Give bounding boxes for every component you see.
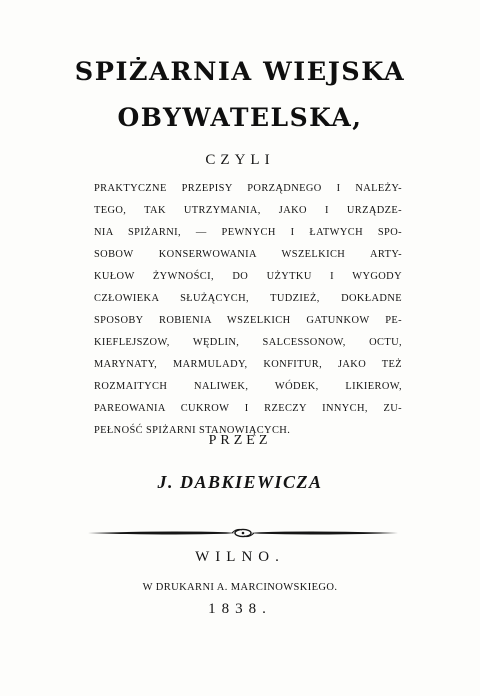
subtitle-line: PEŁNOŚĆ SPIŻARNI STANOWIĄCYCH.	[94, 425, 291, 436]
publication-city: WILNO.	[195, 549, 285, 565]
subtitle-line: SOBOW KONSERWOWANIA WSZELKICH ARTY-	[94, 249, 402, 260]
by-label: PRZEZ	[208, 433, 272, 448]
subtitle-line: ROZMAITYCH NALIWEK, WÓDEK, LIKIEROW,	[94, 381, 402, 392]
title-line-1: SPIŻARNIA WIEJSKA	[74, 57, 406, 86]
subtitle-block	[94, 178, 402, 442]
subtitle-line: CZŁOWIEKA SŁUŻĄCYCH, TUDZIEŻ, DOKŁADNE	[94, 293, 402, 304]
title-line-2: OBYWATELSKA,	[117, 103, 363, 132]
subtitle-line: KIEFLEJSZOW, WĘDLIN, SALCESSONOW, OCTU,	[94, 337, 402, 348]
printer-line: W DRUKARNI A. MARCINOWSKIEGO.	[142, 582, 338, 593]
subtitle-line: KUŁOW ŻYWNOŚCI, DO UŻYTKU I WYGODY	[94, 271, 402, 282]
subtitle-line: SPOSOBY ROBIENIA WSZELKICH GATUNKOW PE-	[94, 315, 402, 326]
publication-year: 1838.	[208, 601, 272, 617]
connector-word: CZYLI	[205, 152, 275, 168]
ornamental-rule	[86, 525, 400, 541]
subtitle-line: TEGO, TAK UTRZYMANIA, JAKO I URZĄDZE-	[94, 205, 402, 216]
subtitle-line: MARYNATY, MARMULADY, KONFITUR, JAKO TEŻ	[94, 359, 402, 370]
author-name: J. DABKIEWICZA	[157, 472, 323, 492]
subtitle-line: PAREOWANIA CUKROW I RZECZY INNYCH, ZU-	[94, 403, 402, 414]
subtitle-line: NIA SPIŻARNI, — PEWNYCH I ŁATWYCH SPO-	[94, 227, 402, 238]
subtitle-line: PRAKTYCZNE PRZEPISY PORZĄDNEGO I NALEŻY-	[94, 183, 402, 194]
